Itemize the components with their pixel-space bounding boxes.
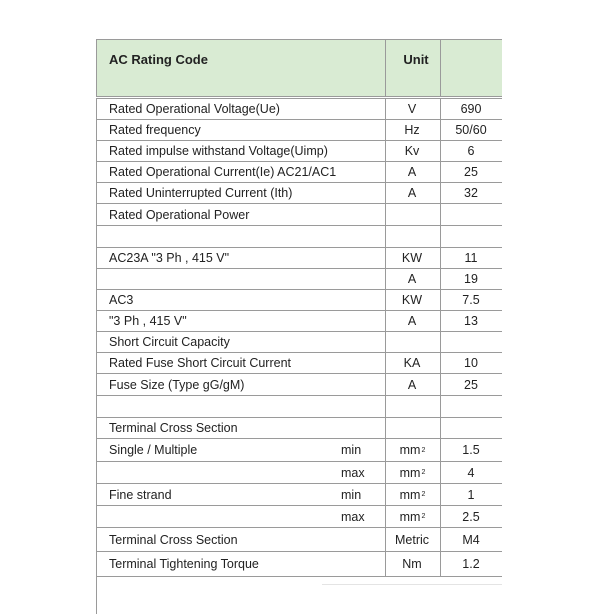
row-unit-text: Hz [404,123,420,137]
row-unit-text: Kv [404,144,420,158]
row-unit-exponent: 2 [421,446,426,454]
column-divider [440,141,441,161]
column-divider [385,439,386,461]
page-bottom-line [322,584,502,585]
row-value: 25 [464,165,478,179]
column-divider [385,311,386,331]
row-unit [385,226,440,247]
row-unit [385,99,440,119]
row-description: Short Circuit Capacity [109,335,230,349]
row-unit-text: mm [399,443,421,457]
column-divider [385,462,386,483]
row-value [440,204,502,225]
row-qualifier: min [341,443,362,457]
row-value: 1 [467,487,475,502]
row-unit [385,183,440,203]
table-row [96,353,502,374]
row-value [440,396,502,417]
table-row [96,462,502,484]
row-qualifier: min [341,487,362,502]
column-divider [385,353,386,373]
column-divider [440,204,441,225]
row-unit-text: mm [399,465,421,480]
row-value: 1.2 [462,557,480,571]
column-divider [440,226,441,247]
table-row [96,162,502,183]
column-divider [385,374,386,395]
row-value [440,332,502,352]
table-row [96,332,502,353]
column-divider [440,439,441,461]
column-divider [440,418,441,438]
row-qualifier: max [341,509,365,524]
row-value: 32 [464,186,478,200]
column-divider [440,99,441,119]
row-unit [385,269,440,289]
table-row [96,484,502,506]
column-divider [385,204,386,225]
table-row [96,141,502,162]
column-divider [440,528,441,551]
column-divider [385,99,386,119]
row-unit [385,290,440,310]
column-divider [440,332,441,352]
row-unit [385,552,440,576]
row-value: 13 [464,314,478,328]
row-description: Single / Multiple [109,443,198,457]
row-value: 7.5 [462,293,480,307]
row-description: Terminal Tightening Torque [109,557,259,571]
table-row [96,290,502,311]
column-divider [440,311,441,331]
column-divider [385,290,386,310]
row-value [440,418,502,438]
table-row [96,269,502,290]
header-divider-2 [440,40,441,96]
row-description: Fine strand [109,487,172,502]
row-description: AC23A "3 Ph , 415 V" [109,251,230,265]
row-description: Terminal Cross Section [109,421,238,435]
row-unit-exponent: 2 [421,491,426,498]
row-value: 4 [467,465,475,480]
row-description: Rated Uninterrupted Current (Ith) [109,186,293,200]
column-divider [440,396,441,417]
column-divider [440,484,441,505]
table-row [96,248,502,269]
column-divider [440,374,441,395]
table-row [96,374,502,396]
row-description: Fuse Size (Type gG/gM) [109,377,245,392]
row-description: AC3 [109,293,134,307]
column-divider [440,120,441,140]
row-unit [385,120,440,140]
row-description: Rated Operational Power [109,207,250,222]
row-unit [385,311,440,331]
row-unit-text: mm [399,487,421,502]
table-row [96,552,502,577]
row-unit-exponent: 2 [421,513,426,520]
row-value: M4 [462,532,480,547]
row-unit [385,462,440,483]
table-row [96,528,502,552]
column-divider [385,552,386,576]
row-unit [385,162,440,182]
row-value: 1.5 [462,443,480,457]
row-unit [385,204,440,225]
column-divider [385,418,386,438]
row-unit [385,528,440,551]
row-unit-text: A [407,165,417,179]
table-row [96,396,502,418]
table-header [96,39,502,97]
column-divider [385,248,386,268]
row-unit [385,141,440,161]
column-divider [385,183,386,203]
row-unit [385,332,440,352]
row-unit [385,418,440,438]
row-value: 25 [464,377,478,392]
row-unit-text: A [407,314,417,328]
column-divider [385,332,386,352]
column-divider [440,506,441,527]
row-unit-text: A [407,377,417,392]
row-unit-text: A [407,272,417,286]
column-divider [440,269,441,289]
table-row [96,183,502,204]
header-code: AC Rating Code [109,52,208,67]
row-unit [385,248,440,268]
table-row [96,418,502,439]
row-description: Rated impulse withstand Voltage(Uimp) [109,144,328,158]
table-row [96,439,502,462]
column-divider [440,248,441,268]
column-divider [385,141,386,161]
spec-table [96,39,502,571]
row-unit-text: KW [401,251,423,265]
row-unit [385,506,440,527]
row-description: Rated Fuse Short Circuit Current [109,356,292,370]
row-unit-text: KW [401,293,423,307]
table-row [96,506,502,528]
row-value: 2.5 [462,509,480,524]
row-unit [385,484,440,505]
column-divider [440,183,441,203]
column-divider [385,120,386,140]
row-value: 50/60 [455,123,487,137]
table-row [96,99,502,120]
column-divider [440,162,441,182]
row-value: 19 [464,272,478,286]
row-value: 11 [464,251,478,265]
row-unit [385,439,440,461]
row-qualifier: max [341,465,365,480]
row-description: Rated Operational Current(Ie) AC21/AC1 [109,165,337,179]
row-description: Rated Operational Voltage(Ue) [109,102,280,116]
row-description: Rated frequency [109,123,201,137]
table-row [96,120,502,141]
column-divider [385,162,386,182]
row-value: 10 [464,356,478,370]
row-value [440,226,502,247]
row-unit-text: Nm [402,557,422,571]
row-description: "3 Ph , 415 V" [109,314,187,328]
column-divider [385,528,386,551]
column-divider [440,353,441,373]
row-description: Terminal Cross Section [109,532,238,547]
table-body [96,98,502,577]
row-unit [385,353,440,373]
column-divider [440,290,441,310]
column-divider [385,226,386,247]
column-divider [385,484,386,505]
header-unit: Unit [403,52,429,67]
table-row [96,226,502,248]
row-unit [385,374,440,395]
row-value: 690 [460,102,482,116]
header-left-border [96,40,97,96]
row-unit-text: Metric [394,532,430,547]
header-divider-1 [385,40,386,96]
column-divider [385,506,386,527]
row-unit [385,396,440,417]
row-unit-text: V [407,102,417,116]
column-divider [440,552,441,576]
row-unit-text: mm [399,509,421,524]
row-value: 6 [467,144,475,158]
row-unit-text: KA [403,356,421,370]
column-divider [385,396,386,417]
table-row [96,204,502,226]
row-unit-text: A [407,186,417,200]
row-unit-exponent: 2 [421,469,426,476]
column-divider [440,462,441,483]
column-divider [385,269,386,289]
table-row [96,311,502,332]
